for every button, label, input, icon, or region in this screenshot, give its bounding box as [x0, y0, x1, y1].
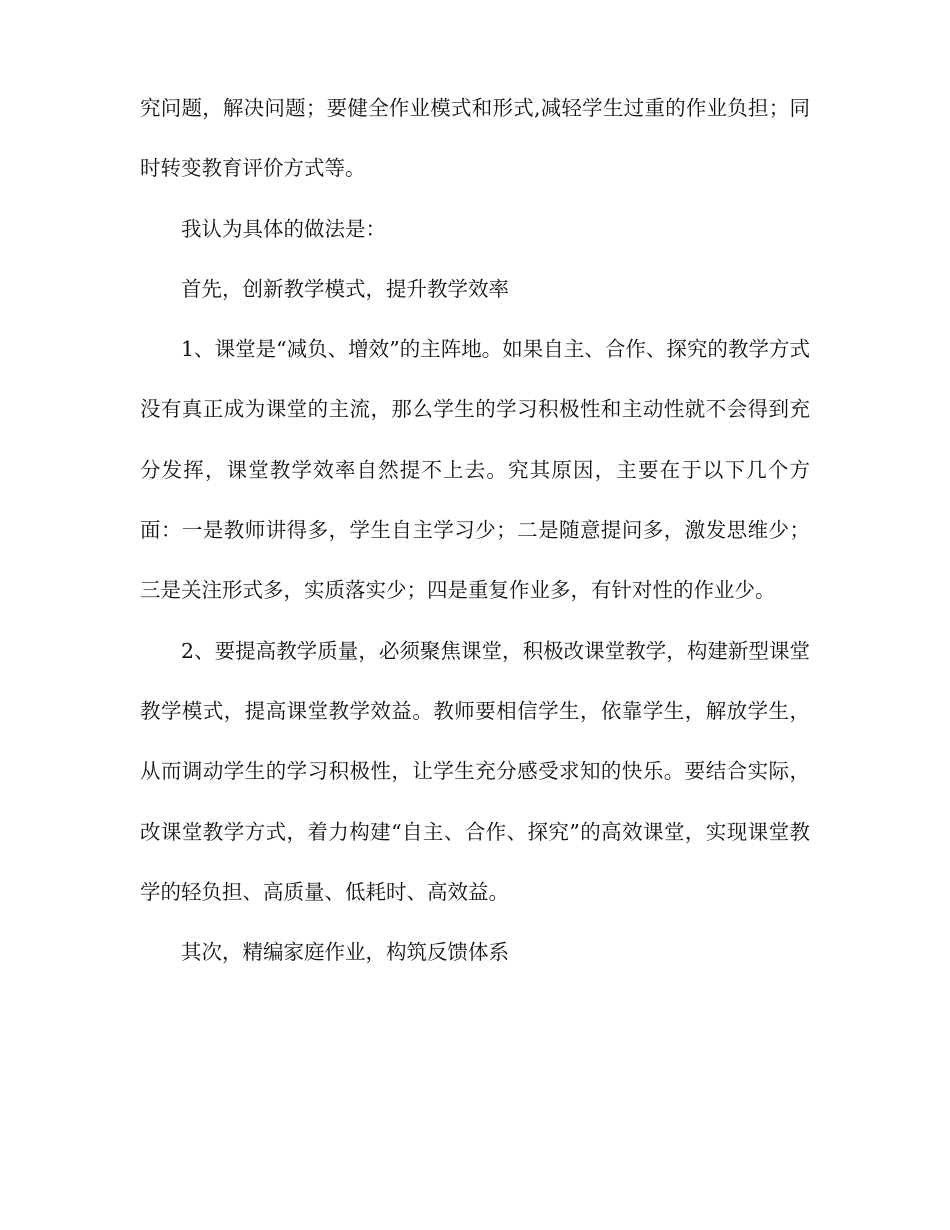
paragraph-5: 2、要提高教学质量，必须聚焦课堂，积极改课堂教学，构建新型课堂教学模式，提高课堂教学效益。教师要相信学生，依靠学生，解放学生，从而调动学生的学习积极性，让学生充分感受求知的快乐。要结合实际，改课堂教学方式，着力构建“自主、合作、探究”的高效课堂，实现课堂教学的轻负担、高质量、低耗时、高效益。 [140, 638, 810, 904]
paragraph-6-heading: 其次，精编家庭作业，构筑反馈体系 [181, 940, 509, 965]
paragraph-1: 究问题，解决问题；要健全作业模式和形式,减轻学生过重的作业负担；同时转变教育评价方式等。 [140, 96, 810, 181]
paragraph-3-heading: 首先，创新教学模式，提升教学效率 [181, 276, 509, 301]
paragraph-4: 1、课堂是“减负、增效”的主阵地。如果自主、合作、探究的教学方式没有真正成为课堂的主流，那么学生的学习积极性和主动性就不会得到充分发挥，课堂教学效率自然提不上去。究其原因，主要在于以下几个方面：一是教师讲得多，学生自主学习少；二是随意提问多，激发思维少；三是关注形式多，实质落实少；四是重复作业多，有针对性的作业少。 [140, 337, 810, 603]
body-text [140, 78, 810, 982]
paragraph-2: 我认为具体的做法是： [181, 216, 386, 241]
